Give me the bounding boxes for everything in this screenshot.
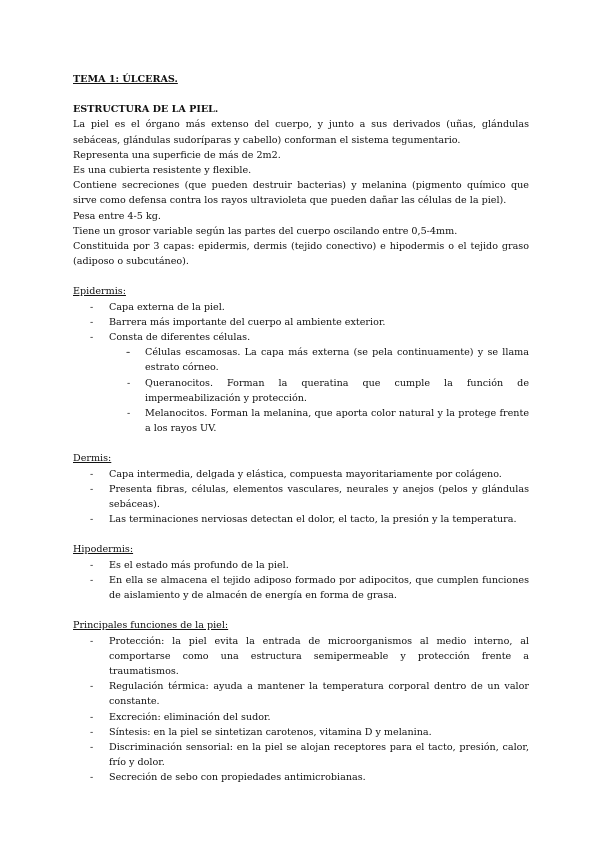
functions-section — [73, 618, 529, 785]
list-item: - Las terminaciones nerviosas detectan el dolor, el tacto, la presión y la temperatura. — [73, 512, 529, 527]
sublist-item: - Queranocitos. Forman la queratina que cumple la función de impermeabilización y protección. — [109, 376, 529, 406]
dermis-section — [73, 451, 529, 527]
list-item: - Excreción: eliminación del sudor. — [73, 710, 529, 725]
dermis-title: Dermis: — [73, 453, 112, 465]
structure-paragraph: Contiene secreciones (que pueden destruir bacterias) y melanina (pigmento químico que sirve como defensa contra los rayos ultravioleta que pueden dañar las células de la piel). — [73, 180, 529, 207]
list-item: - Presenta fibras, células, elementos vasculares, neurales y anejos (pelos y glándulas sebáceas). — [73, 482, 529, 512]
dermis-list — [73, 467, 529, 528]
epidermis-list — [73, 300, 529, 346]
epidermis-sublist — [109, 345, 529, 436]
sublist-item: - - Células escamosas. La capa más externa (se pela continuamente) y se llama estrato córneo. — [109, 345, 529, 375]
sublist-container — [109, 345, 529, 436]
epidermis-sublist-wrapper — [73, 345, 529, 436]
structure-heading: ESTRUCTURA DE LA PIEL. — [73, 104, 219, 116]
document-title: TEMA 1: ÚLCERAS. — [73, 74, 178, 85]
list-item: - Secreción de sebo con propiedades antimicrobianas. — [73, 770, 529, 785]
hipodermis-title: Hipodermis: — [73, 544, 134, 556]
functions-list — [73, 634, 529, 786]
list-item: - En ella se almacena el tejido adiposo formado por adipocitos, que cumplen funciones de aislamiento y de almacén de energía en forma de grasa. — [73, 573, 529, 603]
structure-paragraph: Tiene un grosor variable según las partes del cuerpo oscilando entre 0,5-4mm. — [73, 225, 458, 237]
list-item: - Consta de diferentes células. — [73, 330, 529, 345]
list-item: - Protección: la piel evita la entrada de microorganismos al medio interno, al comportarse como una estructura semipermeable y protección frente a traumatismos. — [73, 634, 529, 680]
structure-paragraph: Constituida por 3 capas: epidermis, dermis (tejido conectivo) e hipodermis o el tejido graso (adiposo o subcutáneo). — [73, 241, 529, 268]
list-item: - Regulación térmica: ayuda a mantener la temperatura corporal dentro de un valor constante. — [73, 679, 529, 709]
functions-title: Principales funciones de la piel: — [73, 620, 229, 632]
list-item: - Es el estado más profundo de la piel. — [73, 558, 529, 573]
epidermis-title: Epidermis: — [73, 286, 126, 298]
list-item: - Barrera más importante del cuerpo al ambiente exterior. — [73, 315, 529, 330]
structure-paragraph: Representa una superficie de más de 2m2. — [73, 149, 281, 161]
sublist-item: - Melanocitos. Forman la melanina, que aporta color natural y la protege frente a los rayos UV. — [109, 406, 529, 436]
structure-section — [73, 102, 529, 269]
list-item: - Discriminación sensorial: en la piel se alojan receptores para el tacto, presión, calor, frío y dolor. — [73, 740, 529, 770]
document-content — [73, 72, 529, 786]
list-item: - Capa externa de la piel. — [73, 300, 529, 315]
structure-paragraph: Pesa entre 4-5 kg. — [73, 210, 161, 222]
list-item: - Síntesis: en la piel se sintetizan carotenos, vitamina D y melanina. — [73, 725, 529, 740]
structure-paragraph: La piel es el órgano más extenso del cuerpo, y junto a sus derivados (uñas, glándulas sebáceas, glándulas sudoríparas y cabello) conforman el sistema tegumentario. — [73, 119, 529, 146]
hipodermis-list — [73, 558, 529, 604]
epidermis-section — [73, 284, 529, 436]
structure-paragraph: Es una cubierta resistente y flexible. — [73, 165, 252, 177]
list-item: - Capa intermedia, delgada y elástica, compuesta mayoritariamente por colágeno. — [73, 467, 529, 482]
hipodermis-section — [73, 542, 529, 603]
